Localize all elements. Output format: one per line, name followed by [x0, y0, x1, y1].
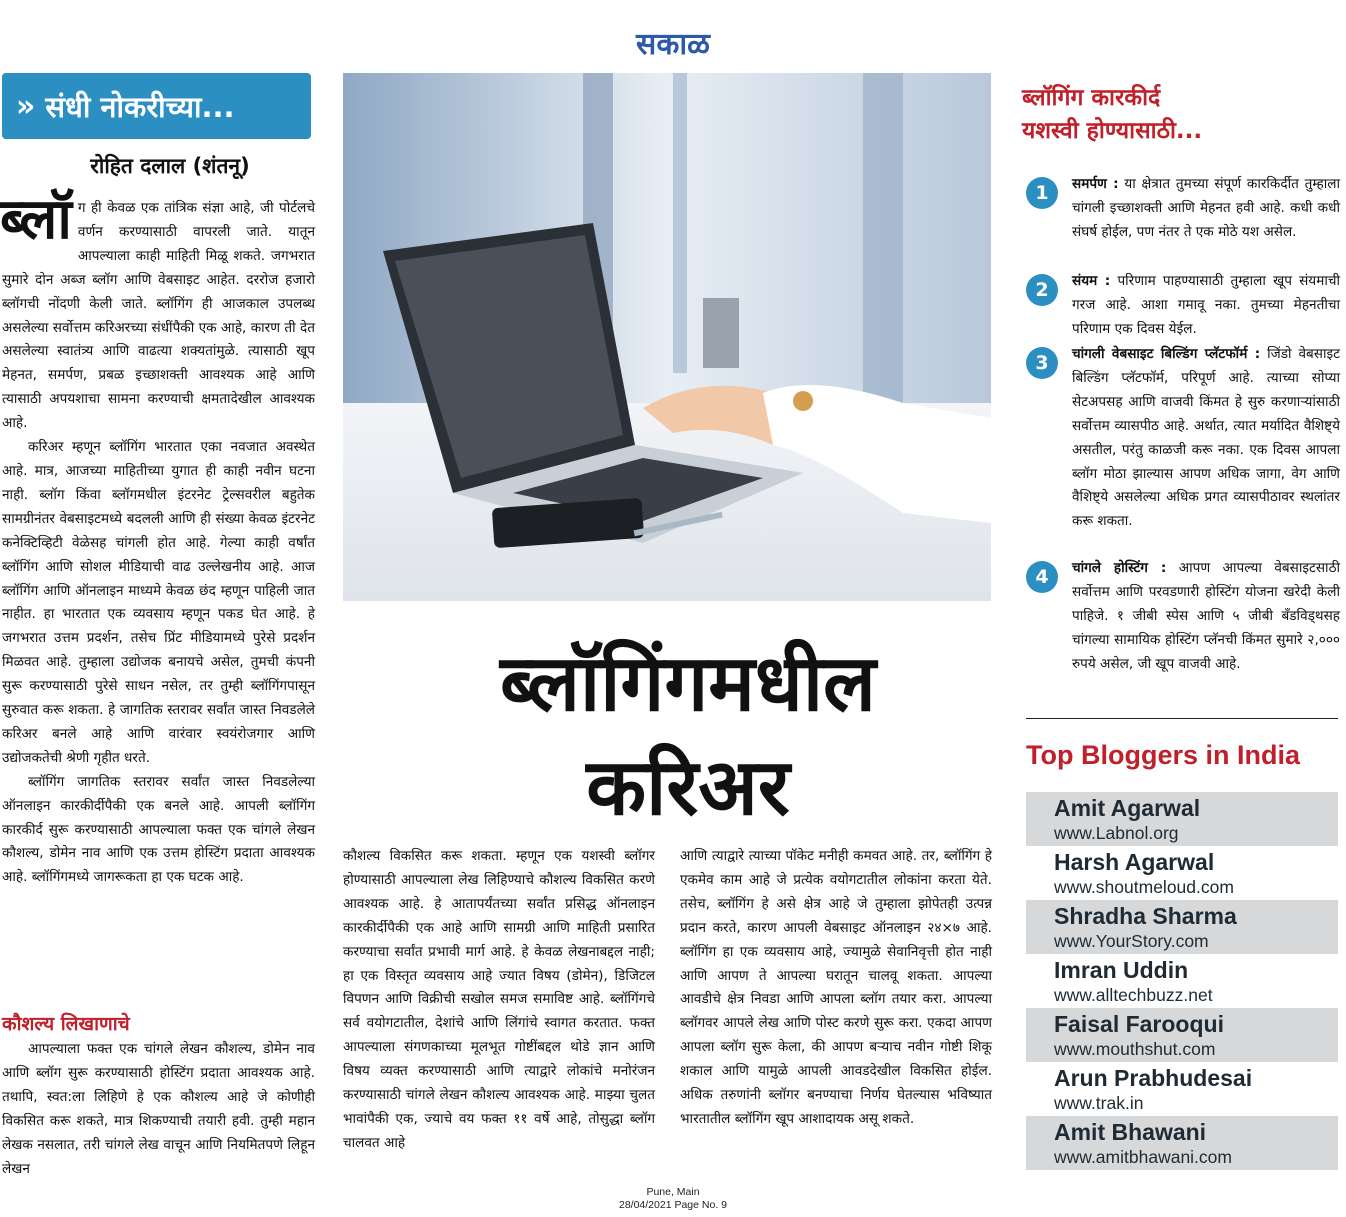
tip-item	[1026, 343, 1340, 534]
article-column-1-cont	[2, 1038, 315, 1181]
laptop-image	[343, 73, 991, 601]
blogger-url: www.shoutmeloud.com	[1054, 877, 1234, 897]
list-item	[1026, 1008, 1338, 1062]
tip-label: चांगली वेबसाइट बिल्डिंग प्लॅटफॉर्म :	[1072, 346, 1261, 362]
headline-line-2: करिअर	[586, 743, 790, 833]
paragraph-6: आणि त्याद्वारे त्याच्या पॉकेट मनीही कमवत आहे. तर, ब्लॉगिंग हे एकमेव काम आहे जे प्रत्येक वयोगटातील लोकांना करता येते. तसेच, ब्लॉगिंग हे असे क्षेत्र आहे जे तुम्हाला झोपेतही उत्पन्न प्रदान करते, कारण आपली वेबसाइट ऑनलाइन २४×७ आहे. ब्लॉगिंग हा एक व्यवसाय आहे, ज्यामुळे सेवानिवृत्ती होत नाही आणि आपण ते आपल्या घरातून चालवू शकता. आपल्या आवडीचे क्षेत्र निवडा आणि आपला ब्लॉग तयार करा. आपल्या ब्लॉगवर आपले लेख आणि पोस्ट करणे सुरू करा. एकदा आपण आपला ब्लॉग सुरू केला, की आपण बऱ्याच नवीन गोष्टी शिकू शकाल आणि यामुळे आपली आवडदेखील विकसित होईल. अधिक तरुणांनी ब्लॉगर बनण्याचा निर्णय घेतल्यास भविष्यात भारतातील ब्लॉगिंग खूप आशादायक असू शकते.	[680, 848, 992, 1127]
tip-label: समर्पण :	[1072, 176, 1119, 192]
paragraph-5: कौशल्य विकसित करू शकता. म्हणून एक यशस्वी ब्लॉगर होण्यासाठी आपल्याला लेख लिहिण्याचे कौशल्य विकसित करणे आवश्यक आहे. हे आतापर्यंतच्या सर्वांत प्रसिद्ध ऑनलाइन कारकीर्दीपैकी एक आहे आणि सामग्री आणि माहिती प्रसारित करण्याचा सर्वांत प्रभावी मार्ग आहे. हे केवळ लेखनाबद्दल नाही; हा एक विस्तृत व्यवसाय आहे ज्यात विषय (डोमेन), डिजिटल विपणन आणि विक्रीची सखोल समज समाविष्ट आहे. ब्लॉगिंगचे सर्व वयोगटातील, देशांचे आणि लिंगांचे स्वागत करतात. फक्त आपल्याला संगणकाच्या मूलभूत गोष्टींबद्दल थोडे ज्ञान आणि विषय व्यक्त करण्यासाठी आणि त्याद्वारे लोकांचे मनोरंजन करण्यासाठी चांगले लेखन कौशल्य आवश्यक आहे. माझ्या चुलत भावांपैकी एक, ज्याचे वय फक्त ११ वर्षे आहे, तोसुद्धा ब्लॉग चालवत आहे	[343, 848, 655, 1151]
divider	[1026, 718, 1338, 719]
list-item	[1026, 846, 1338, 900]
tip-item	[1026, 173, 1340, 245]
list-item	[1026, 792, 1338, 846]
sidebar-title-line-2: यशस्वी होण्यासाठी...	[1022, 118, 1203, 144]
article-column-2	[343, 845, 655, 1156]
page-footer	[0, 1186, 1346, 1212]
tip-text: या क्षेत्रात तुमच्या संपूर्ण कारकिर्दीत तुम्हाला चांगली इच्छाशक्ती आणि मेहनत हवी आहे. कधी कधी संघर्ष होईल, पण नंतर ते एक मोठे यश असेल.	[1072, 176, 1340, 240]
tip-text: जिंडो वेबसाइट बिल्डिंग प्लॅटफॉर्म, परिपूर्ण आहे. त्याच्या सोप्या सेटअपसह आणि वाजवी किंमत हे सुरु करणाऱ्यांसाठी सर्वोत्तम व्यासपीठ आहे. अर्थात, त्यात मर्यादित वैशिष्ट्ये असतील, परंतु काळजी करू नका. एक दिवस आपला ब्लॉग मोठा झाल्यास आपण अधिक जागा, वेग आणि वैशिष्ट्ये असलेल्या अधिक प्रगत व्यासपीठावर स्थलांतर करू शकता.	[1072, 346, 1340, 530]
number-badge-icon: 4	[1026, 561, 1058, 593]
column-banner	[2, 73, 311, 139]
sidebar-title	[1022, 82, 1332, 148]
blogger-url: www.trak.in	[1054, 1093, 1144, 1113]
headline	[343, 632, 1033, 840]
article-column-1	[0, 187, 315, 890]
list-item	[1026, 900, 1338, 954]
blogger-name: Harsh Agarwal	[1054, 849, 1215, 875]
blogger-name: Arun Prabhudesai	[1054, 1065, 1253, 1091]
article-column-3	[680, 845, 992, 1132]
footer-edition: Pune, Main	[646, 1186, 700, 1198]
list-item	[1026, 1062, 1338, 1116]
tip-text: परिणाम पाहण्यासाठी तुम्हाला खूप संयमाची गरज आहे. आशा गमावू नका. तुमच्या मेहनतीचा परिणाम एक दिवस येईल.	[1072, 273, 1340, 337]
author-byline: रोहित दलाल (शंतनू)	[90, 154, 250, 178]
footer-date-page: 28/04/2021 Page No. 9	[618, 1199, 727, 1211]
subheading: कौशल्य लिखाणाचे	[2, 1013, 130, 1035]
blogger-url: www.mouthshut.com	[1054, 1039, 1216, 1059]
blogger-url: www.alltechbuzz.net	[1054, 985, 1213, 1005]
paragraph-3: ब्लॉगिंग जागतिक स्तरावर सर्वांत जास्त निवडलेल्या ऑनलाइन कारकीर्दीपैकी एक बनले आहे. आपली ब्लॉगिंग कारकीर्द सुरू करण्यासाठी आपल्याला फक्त एक चांगले लेखन कौशल्य, डोमेन नाव आणि एक उत्तम होस्टिंग प्रदाता आवश्यक आहे. ब्लॉगिंगमध्ये जागरूकता हा एक घटक आहे.	[2, 773, 315, 886]
drop-cap: ब्लॉ	[0, 187, 72, 252]
blogger-name: Faisal Farooqui	[1054, 1011, 1224, 1037]
headline-line-1: ब्लॉगिंगमधील	[500, 639, 876, 729]
list-item	[1026, 1116, 1338, 1170]
list-item	[1026, 954, 1338, 1008]
paragraph-4: आपल्याला फक्त एक चांगले लेखन कौशल्य, डोमेन नाव आणि ब्लॉग सुरू करण्यासाठी होस्टिंग प्रदाता आवश्यक आहे. तथापि, स्वत:ला लिहिणे हे एक कौशल्य आहे जे कोणीही विकसित करू शकते, मात्र शिकण्याची तयारी हवी. तुम्ही महान लेखक नसलात, तरी चांगले लेख वाचून आणि नियमितपणे लिहून लेखन	[2, 1041, 315, 1177]
tip-item	[1026, 270, 1340, 342]
tip-item	[1026, 557, 1340, 677]
masthead-logo: सकाळ	[636, 27, 710, 62]
blogger-url: www.YourStory.com	[1054, 931, 1209, 951]
blogger-name: Shradha Sharma	[1054, 903, 1237, 929]
top-bloggers-list	[1026, 792, 1338, 1170]
laptop-photo	[343, 73, 991, 601]
number-badge-icon: 2	[1026, 274, 1058, 306]
chevron-right-icon: »	[16, 88, 36, 124]
tip-text: आपण आपल्या वेबसाइटसाठी सर्वोत्तम आणि परवडणारी होस्टिंग योजना खरेदी केली पाहिजे. १ जीबी स्पेस आणि ५ जीबी बँडविड्थसह चांगल्या सामायिक होस्टिंग प्लॅनची किंमत सुमारे २,००० रुपये असेल, जी खूप वाजवी आहे.	[1072, 560, 1340, 672]
paragraph-1: ग ही केवळ एक तांत्रिक संज्ञा आहे, जी पोर्टलचे वर्णन करण्यासाठी वापरली जाते. यातून आपल्याला काही माहिती मिळू शकते. जगभरात सुमारे दोन अब्ज ब्लॉग आणि वेबसाइट आहेत. दररोज हजारो ब्लॉगची नोंदणी केली जाते. ब्लॉगिंग ही आजकाल उपलब्ध असलेल्या सर्वोत्तम करिअरच्या संधींपैकी एक आहे, कारण ती देत असलेल्या स्वातंत्र्य आणि वाढत्या शक्यतांमुळे. त्यासाठी खूप मेहनत, समर्पण, प्रबळ इच्छाशक्ती आवश्यक आहे आणि त्यासाठी अपयशाचा सामना करण्याची क्षमतादेखील आवश्यक आहे.	[2, 200, 315, 432]
blogger-url: www.amitbhawani.com	[1054, 1147, 1232, 1167]
tip-label: संयम :	[1072, 273, 1111, 289]
number-badge-icon: 3	[1026, 347, 1058, 379]
tip-label: चांगले होस्टिंग :	[1072, 560, 1167, 576]
blogger-name: Imran Uddin	[1054, 957, 1189, 983]
sidebar-title-line-1: ब्लॉगिंग कारकीर्द	[1022, 85, 1161, 111]
column-banner-text: संधी नोकरीच्या...	[45, 89, 235, 124]
number-badge-icon: 1	[1026, 177, 1058, 209]
blogger-name: Amit Bhawani	[1054, 1119, 1207, 1145]
blogger-name: Amit Agarwal	[1054, 795, 1201, 821]
paragraph-2: करिअर म्हणून ब्लॉगिंग भारतात एका नवजात अवस्थेत आहे. मात्र, आजच्या माहितीच्या युगात ही काही नवीन घटना नाही. ब्लॉग किंवा ब्लॉगमधील इंटरनेट ट्रेल्सवरील बहुतेक सामग्रीनंतर वेबसाइटमध्ये बदलली आणि ही संख्या केवळ इंटरनेट कनेक्टिव्हिटी वेळेसह चांगली होत आहे. गेल्या काही वर्षांत ब्लॉगिंग आणि सोशल मीडियाची वाढ उल्लेखनीय आहे. आज ब्लॉगिंग आणि ऑनलाइन माध्यमे केवळ छंद म्हणून पाहिली जात नाहीत. हा भारतात एक व्यवसाय म्हणून पकड घेत आहे. हे जगभरात उत्तम प्रदर्शन, तसेच प्रिंट मीडियामध्ये पुरेसे प्रदर्शन मिळवत आहे. तुम्हाला उद्योजक बनायचे असेल, तुमची कंपनी सुरू करण्यासाठी पुरेसे साधन नसेल, तर तुम्ही ब्लॉगिंगपासून सुरुवात करू शकता. हे जागतिक स्तरावर सर्वांत जास्त निवडलेले करिअर बनले आहे आणि वारंवार स्वयंरोजगार आणि उद्योजकतेची श्रेणी गृहीत धरते.	[2, 439, 315, 766]
top-bloggers-title: Top Bloggers in India	[1026, 740, 1300, 770]
blogger-url: www.Labnol.org	[1054, 823, 1179, 843]
